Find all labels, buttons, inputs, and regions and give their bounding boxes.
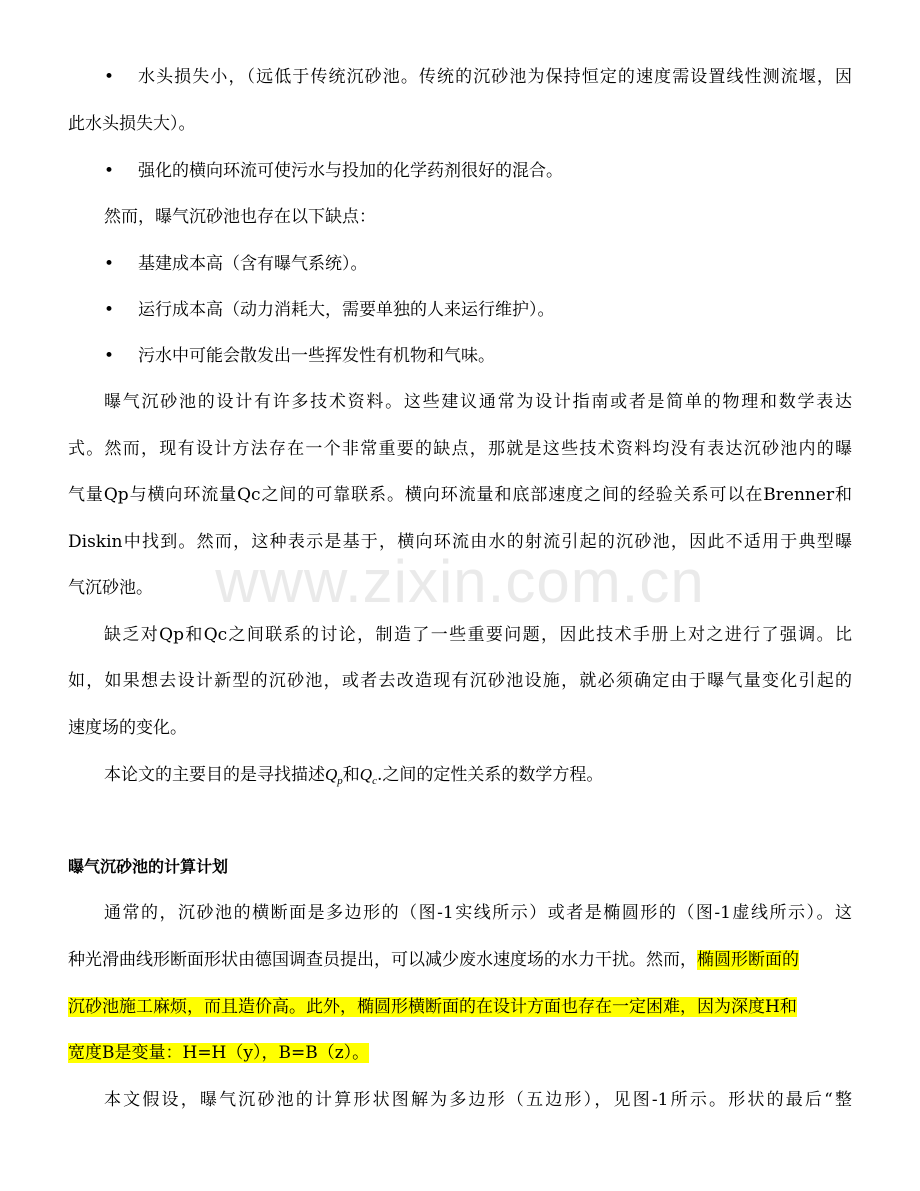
math-q-base: Q bbox=[359, 765, 373, 784]
bullet-item-odor: 污水中可能会散发出一些挥发性有机物和气味。 bbox=[138, 346, 495, 366]
bullet-item-head-loss-cont: 此水头损失大）。 bbox=[68, 114, 196, 134]
highlighted-text: 椭圆形断面的 bbox=[697, 950, 799, 970]
paragraph-lack-line: 如，如果想去设计新型的沉砂池，或者去改造现有沉砂池设施，就必须确定由于曝气量变化引起的 bbox=[68, 671, 852, 691]
paragraph-design-line: 式。然而，现有设计方法存在一个非常重要的缺点，那就是这些技术资料均没有表达沉砂池内的曝 bbox=[68, 439, 852, 459]
paragraph-section-line bbox=[68, 1042, 369, 1064]
math-q-sub: p bbox=[337, 775, 343, 787]
bullet-marker: • bbox=[104, 346, 115, 366]
paragraph-design-line: 气量Qp与横向环流量Qc之间的可靠联系。横向环流量和底部速度之间的经验关系可以在Brenner和 bbox=[68, 485, 852, 505]
bullet-marker: • bbox=[104, 300, 115, 320]
disadvantages-intro: 然而，曝气沉砂池也存在以下缺点： bbox=[104, 207, 376, 227]
bullet-marker: • bbox=[104, 254, 115, 274]
aim-text-mid: 和 bbox=[342, 765, 360, 785]
paragraph-section-line bbox=[68, 996, 797, 1018]
paragraph-lack-line: 缺乏对Qp和Qc之间联系的讨论，制造了一些重要问题，因此技术手册上对之进行了强调。比 bbox=[104, 625, 852, 645]
bullet-marker: • bbox=[104, 67, 115, 87]
paragraph-section-line: 通常的，沉砂池的横断面是多边形的（图-1实线所示）或者是椭圆形的（图-1虚线所示）。这 bbox=[104, 903, 852, 923]
bullet-marker: • bbox=[104, 161, 115, 181]
paragraph-design-line: Diskin中找到。然而，这种表示是基于，横向环流由水的射流引起的沉砂池，因此不适用于典型曝 bbox=[68, 532, 852, 552]
highlighted-text: 宽度B是变量：H=H（y），B=B（z）。 bbox=[68, 1043, 370, 1063]
paragraph-lack-line: 速度场的变化。 bbox=[68, 718, 187, 738]
highlighted-text: 沉砂池施工麻烦，而且造价高。此外，椭圆形横断面的在设计方面也存在一定困难，因为深度H和 bbox=[68, 997, 797, 1017]
paragraph-aim bbox=[104, 764, 603, 786]
math-q-p bbox=[325, 765, 343, 787]
paragraph-design-line: 气沉砂池。 bbox=[68, 578, 153, 598]
section-text-plain: 种光滑曲线形断面形状由德国调查员提出，可以减少废水速度场的水力干扰。然而， bbox=[68, 950, 697, 970]
aim-text-before: 本论文的主要目的是寻找描述 bbox=[104, 765, 325, 785]
bullet-item-operating-cost: 运行成本高（动力消耗大，需要单独的人来运行维护）。 bbox=[138, 300, 555, 320]
paragraph-design-line: 曝气沉砂池的设计有许多技术资料。这些建议通常为设计指南或者是简单的物理和数学表达 bbox=[104, 392, 852, 412]
math-q-c bbox=[359, 765, 377, 787]
math-q-base: Q bbox=[325, 765, 338, 784]
bullet-item-mixing: 强化的横向环流可使污水与投加的化学药剂很好的混合。 bbox=[138, 161, 563, 181]
aim-text-after: .之间的定性关系的数学方程。 bbox=[376, 765, 604, 785]
paragraph-last-line: 本文假设，曝气沉砂池的计算形状图解为多边形（五边形），见图-1所示。形状的最后“整 bbox=[104, 1090, 852, 1110]
bullet-text: 水头损失小，（远低于传统沉砂池。传统的沉砂池为保持恒定的速度需设置线性测流堰，因 bbox=[138, 67, 852, 87]
bullet-item-construction-cost: 基建成本高（含有曝气系统）。 bbox=[138, 254, 368, 274]
section-heading: 曝气沉砂池的计算计划 bbox=[68, 857, 229, 876]
watermark: www.zixin.com.cn bbox=[215, 548, 705, 615]
bullet-item-head-loss bbox=[138, 66, 852, 88]
math-q-sub: c bbox=[372, 775, 377, 787]
paragraph-section-line bbox=[68, 949, 799, 971]
